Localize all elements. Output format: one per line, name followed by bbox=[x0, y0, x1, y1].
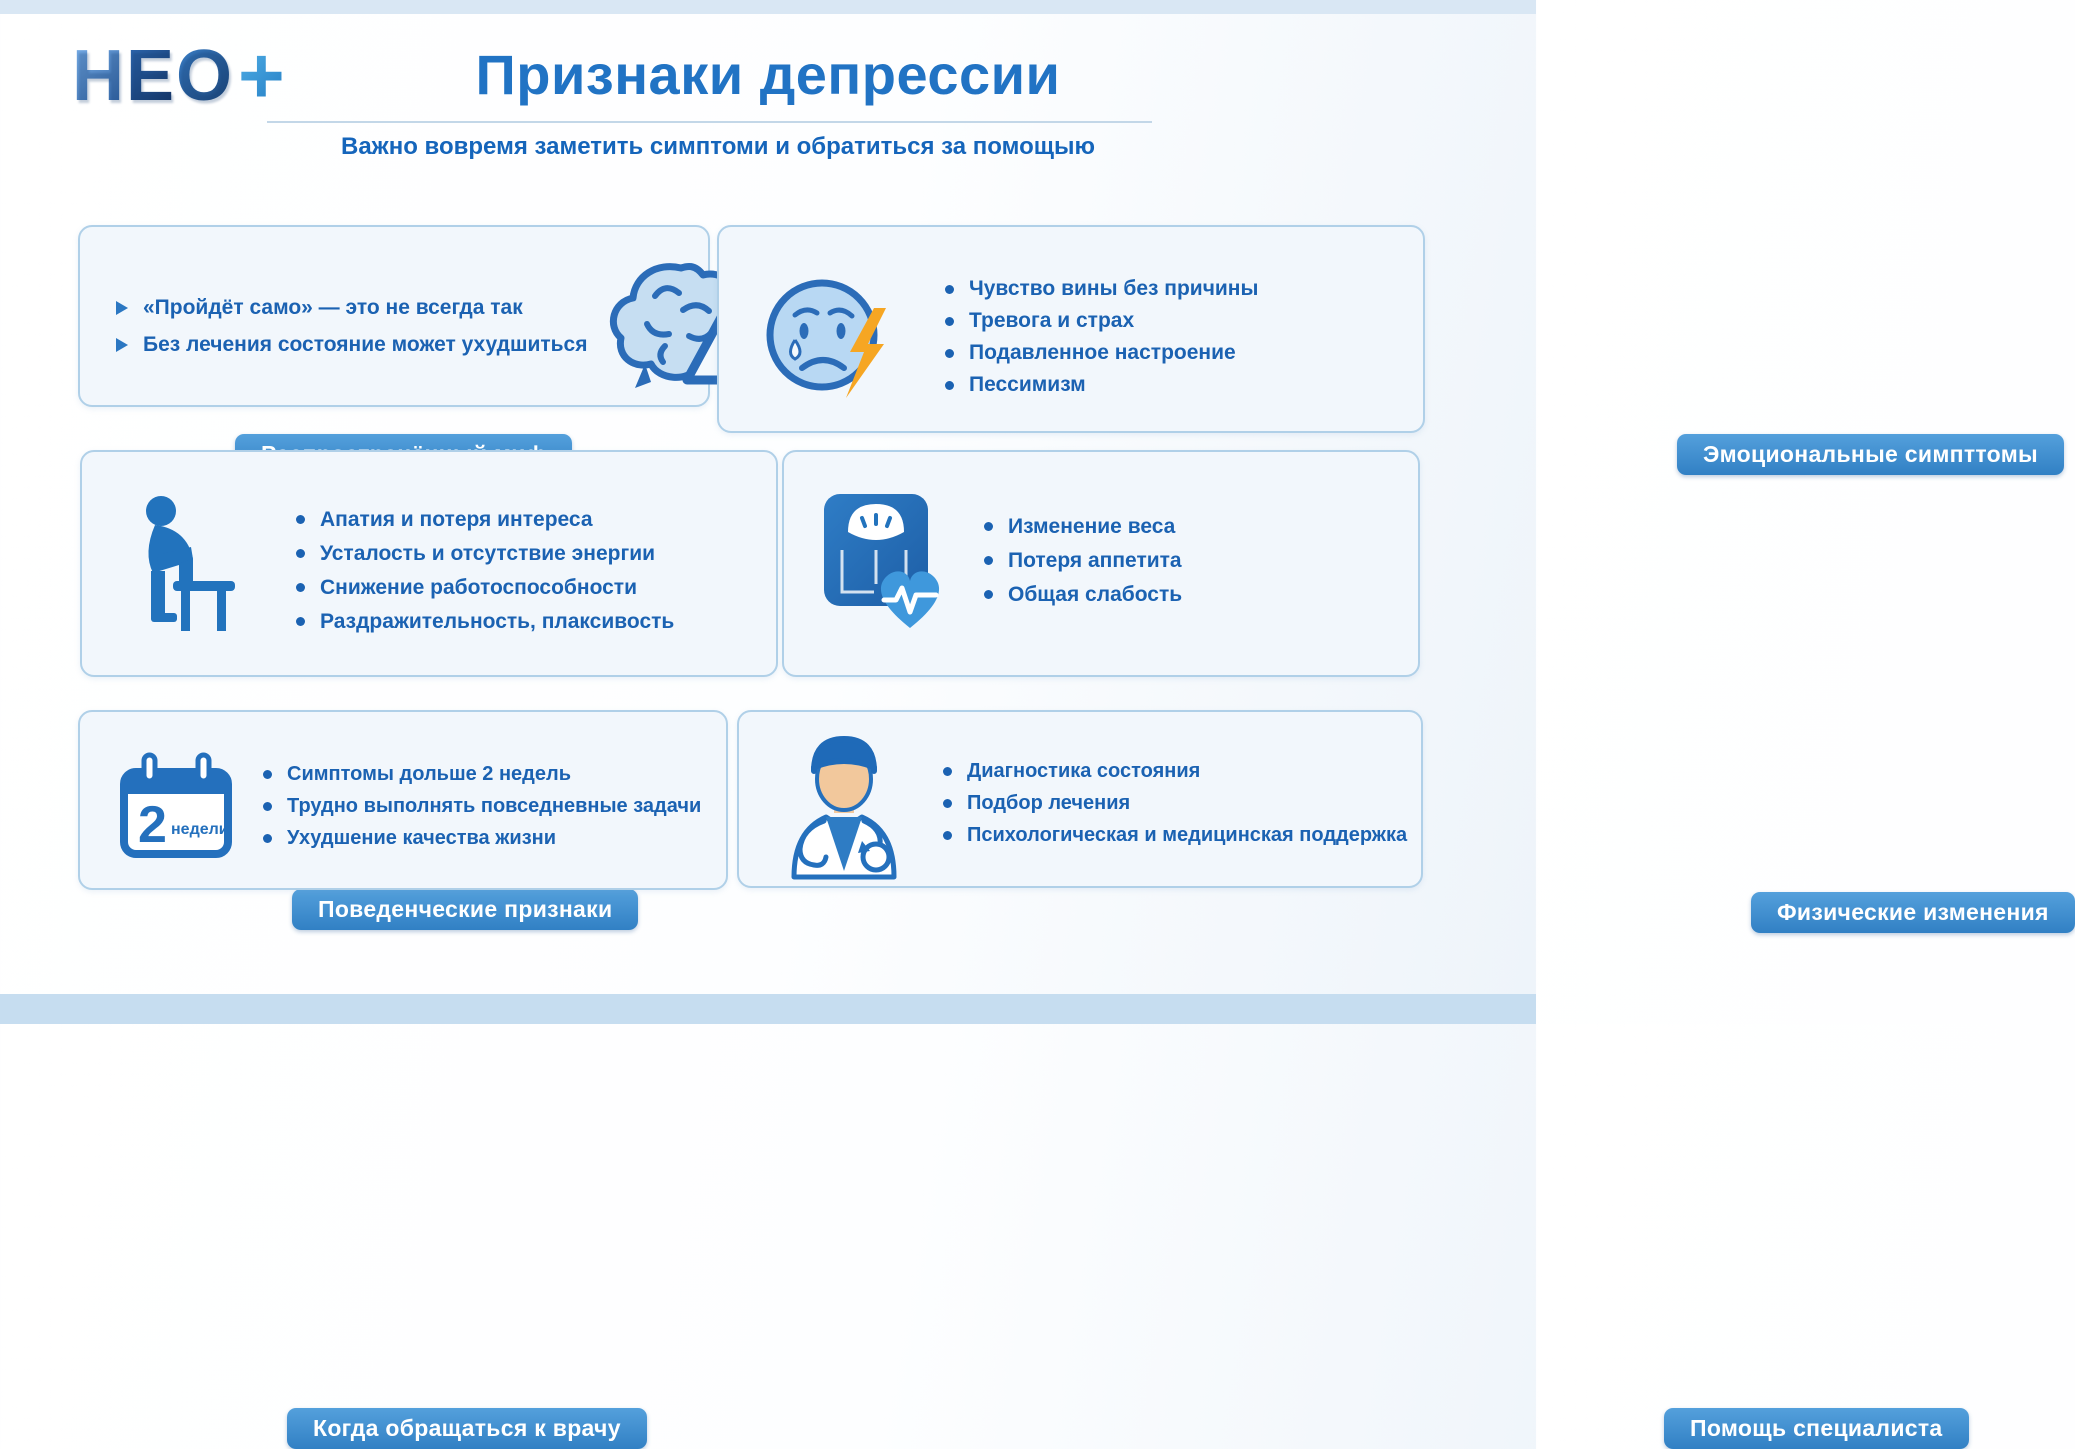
list-item bbox=[296, 508, 674, 532]
list-item bbox=[945, 373, 1258, 397]
doctor-icon bbox=[763, 727, 923, 879]
list-item bbox=[263, 827, 701, 850]
list-item-text: Усталость и отсутствие энергии bbox=[320, 541, 656, 565]
myth-list bbox=[116, 283, 588, 370]
list-item bbox=[296, 610, 674, 634]
dot-bullet-icon bbox=[263, 770, 272, 779]
list-item bbox=[984, 515, 1182, 539]
list-item-text: Пессимизм bbox=[969, 373, 1086, 396]
list-item bbox=[943, 824, 1407, 847]
svg-text:2: 2 bbox=[137, 796, 167, 854]
help-list bbox=[943, 751, 1407, 856]
behavioral-list bbox=[296, 498, 674, 644]
dot-bullet-icon bbox=[296, 549, 305, 558]
list-item-text: Общая слабость bbox=[1008, 582, 1183, 606]
dot-bullet-icon bbox=[943, 767, 952, 776]
top-strip bbox=[0, 0, 1536, 14]
physical-list bbox=[984, 505, 1182, 617]
dot-bullet-icon bbox=[984, 556, 993, 565]
list-item-text: Подбор лечения bbox=[967, 791, 1131, 814]
when-list bbox=[263, 754, 701, 859]
list-item-text: Снижение работоспособности bbox=[320, 575, 637, 599]
dot-bullet-icon bbox=[945, 317, 954, 326]
list-item-text: Потеря аппетита bbox=[1008, 548, 1182, 572]
dot-bullet-icon bbox=[984, 522, 993, 531]
calendar-icon bbox=[114, 750, 239, 862]
dot-bullet-icon bbox=[296, 617, 305, 626]
logo-letter-o: О bbox=[176, 36, 235, 116]
list-item-text: Чувство вины без причины bbox=[969, 277, 1259, 300]
dot-bullet-icon bbox=[263, 802, 272, 811]
list-item bbox=[263, 795, 701, 818]
dot-bullet-icon bbox=[945, 349, 954, 358]
sitting-person-icon bbox=[126, 493, 246, 648]
list-item-text: Тревога и страх bbox=[969, 309, 1135, 332]
emotional-list bbox=[945, 269, 1258, 405]
dot-bullet-icon bbox=[945, 381, 954, 390]
list-item bbox=[116, 333, 588, 357]
list-item bbox=[116, 296, 588, 320]
page-title: Признаки депрессии bbox=[475, 43, 1061, 106]
list-item bbox=[296, 576, 674, 600]
dot-bullet-icon bbox=[943, 831, 952, 840]
list-item bbox=[943, 760, 1407, 783]
sad-face-lightning-icon bbox=[759, 270, 909, 405]
list-item bbox=[984, 583, 1182, 607]
list-item bbox=[984, 549, 1182, 573]
badge-physical-changes: Физические изменения bbox=[1751, 892, 2075, 933]
dot-bullet-icon bbox=[263, 834, 272, 843]
list-item bbox=[296, 542, 674, 566]
badge-specialist-help: Помощь специалиста bbox=[1664, 1408, 1969, 1449]
list-item-text: Трудно выполнять повседневные задачи bbox=[287, 794, 702, 817]
dot-bullet-icon bbox=[943, 799, 952, 808]
bottom-strip bbox=[0, 994, 1536, 1024]
scale-heart-icon bbox=[818, 488, 948, 633]
list-item bbox=[945, 309, 1258, 333]
list-item-text: Раздражительность, плаксивость bbox=[320, 609, 675, 633]
logo-letter-e: Е bbox=[126, 36, 177, 116]
logo-plus-icon: + bbox=[238, 31, 285, 120]
arrow-bullet-icon bbox=[116, 338, 128, 352]
badge-emotional-symptoms: Эмоциональные симпттомы bbox=[1677, 434, 2064, 475]
list-item-text: Психологическая и медицинская поддержка bbox=[967, 823, 1408, 846]
svg-text:недели: недели bbox=[170, 821, 229, 838]
list-item bbox=[943, 792, 1407, 815]
page-subtitle: Важно вовремя заметить симптоми и обратиться за помощыю bbox=[341, 133, 1095, 160]
list-item-text: Без лечения состояние может ухудшиться bbox=[143, 332, 588, 356]
list-item-text: Диагностика состояния bbox=[967, 759, 1201, 782]
card-emotional-symptoms bbox=[717, 225, 2038, 467]
dot-bullet-icon bbox=[984, 590, 993, 599]
list-item bbox=[263, 763, 701, 786]
badge-behavioral-signs: Поведенческие признаки bbox=[292, 889, 638, 930]
list-item-text: Симптомы дольше 2 недель bbox=[287, 762, 571, 785]
list-item-text: Изменение веса bbox=[1008, 514, 1176, 538]
list-item-text: Ухудшение качества жизни bbox=[287, 826, 557, 849]
card-common-myth bbox=[78, 225, 710, 407]
list-item bbox=[945, 277, 1258, 301]
dot-bullet-icon bbox=[945, 285, 954, 294]
list-item-text: Подавленное настроение bbox=[969, 341, 1236, 364]
title-divider bbox=[267, 121, 1152, 123]
list-item-text: Апатия и потеря интереса bbox=[320, 507, 593, 531]
list-item-text: «Пройдёт само» — это не всегда так bbox=[143, 295, 523, 319]
arrow-bullet-icon bbox=[116, 301, 128, 315]
logo-letter-n: Н bbox=[72, 36, 126, 116]
badge-when-to-see-doctor: Когда обращаться к врачу bbox=[287, 1408, 647, 1449]
dot-bullet-icon bbox=[296, 583, 305, 592]
dot-bullet-icon bbox=[296, 515, 305, 524]
list-item bbox=[945, 341, 1258, 365]
